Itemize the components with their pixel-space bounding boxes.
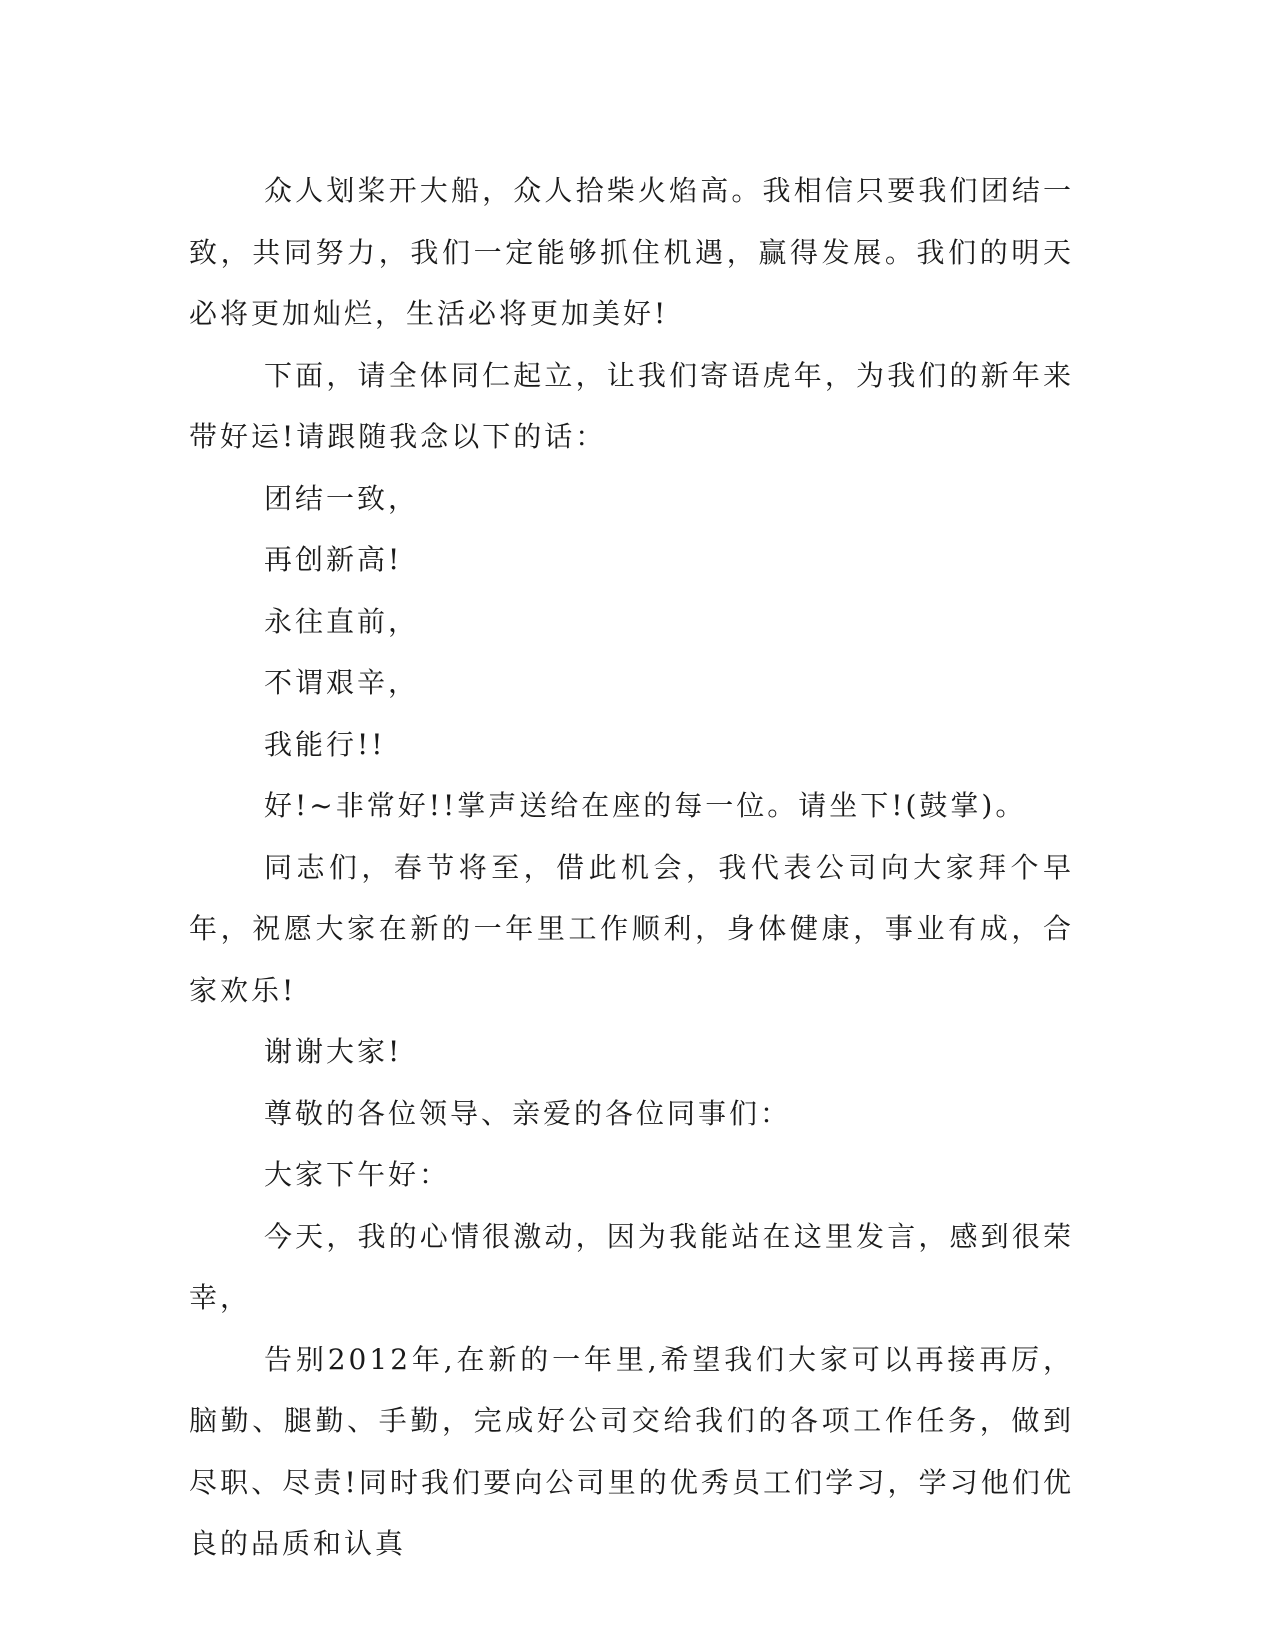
chant-line: 我能行!! (264, 727, 386, 761)
paragraph-feelings: 今天，我的心情很激动，因为我能站在这里发言，感到很荣幸， (189, 1219, 1074, 1314)
paragraph-closing-hope: 众人划桨开大船，众人拾柴火焰高。我相信只要我们团结一致，共同努力，我们一定能够抓住机遇，赢得发展。我们的明天必将更加灿烂，生活必将更加美好! (189, 174, 1074, 330)
chant-line: 再创新高! (264, 543, 403, 576)
paragraph-farewell-2012: 告别2012年,在新的一年里,希望我们大家可以再接再厉，脑勤、腿勤、手勤，完成好公司交给我们的各项工作任务，做到尽职、尽责!同时我们要向公司里的优秀员工们学习，学习他们优良的品质和认真 (189, 1342, 1074, 1560)
paragraph-greeting: 大家下午好： (264, 1158, 451, 1191)
document-body (189, 160, 1074, 1575)
paragraph-invitation: 下面，请全体同仁起立，让我们寄语虎年，为我们的新年来带好运!请跟随我念以下的话： (189, 358, 1074, 453)
chant-line: 永往直前， (264, 604, 420, 638)
paragraph-new-year-greeting: 同志们，春节将至，借此机会，我代表公司向大家拜个早年，祝愿大家在新的一年里工作顺利，身体健康，事业有成，合家欢乐! (189, 850, 1074, 1007)
chant-line: 不谓艰辛， (264, 666, 420, 699)
paragraph-applause: 好!~非常好!!掌声送给在座的每一位。请坐下!(鼓掌)。 (264, 789, 1027, 822)
chant-line: 团结一致， (264, 481, 420, 515)
paragraph-thanks: 谢谢大家! (264, 1035, 403, 1068)
paragraph-salutation: 尊敬的各位领导、亲爱的各位同事们： (264, 1096, 792, 1130)
